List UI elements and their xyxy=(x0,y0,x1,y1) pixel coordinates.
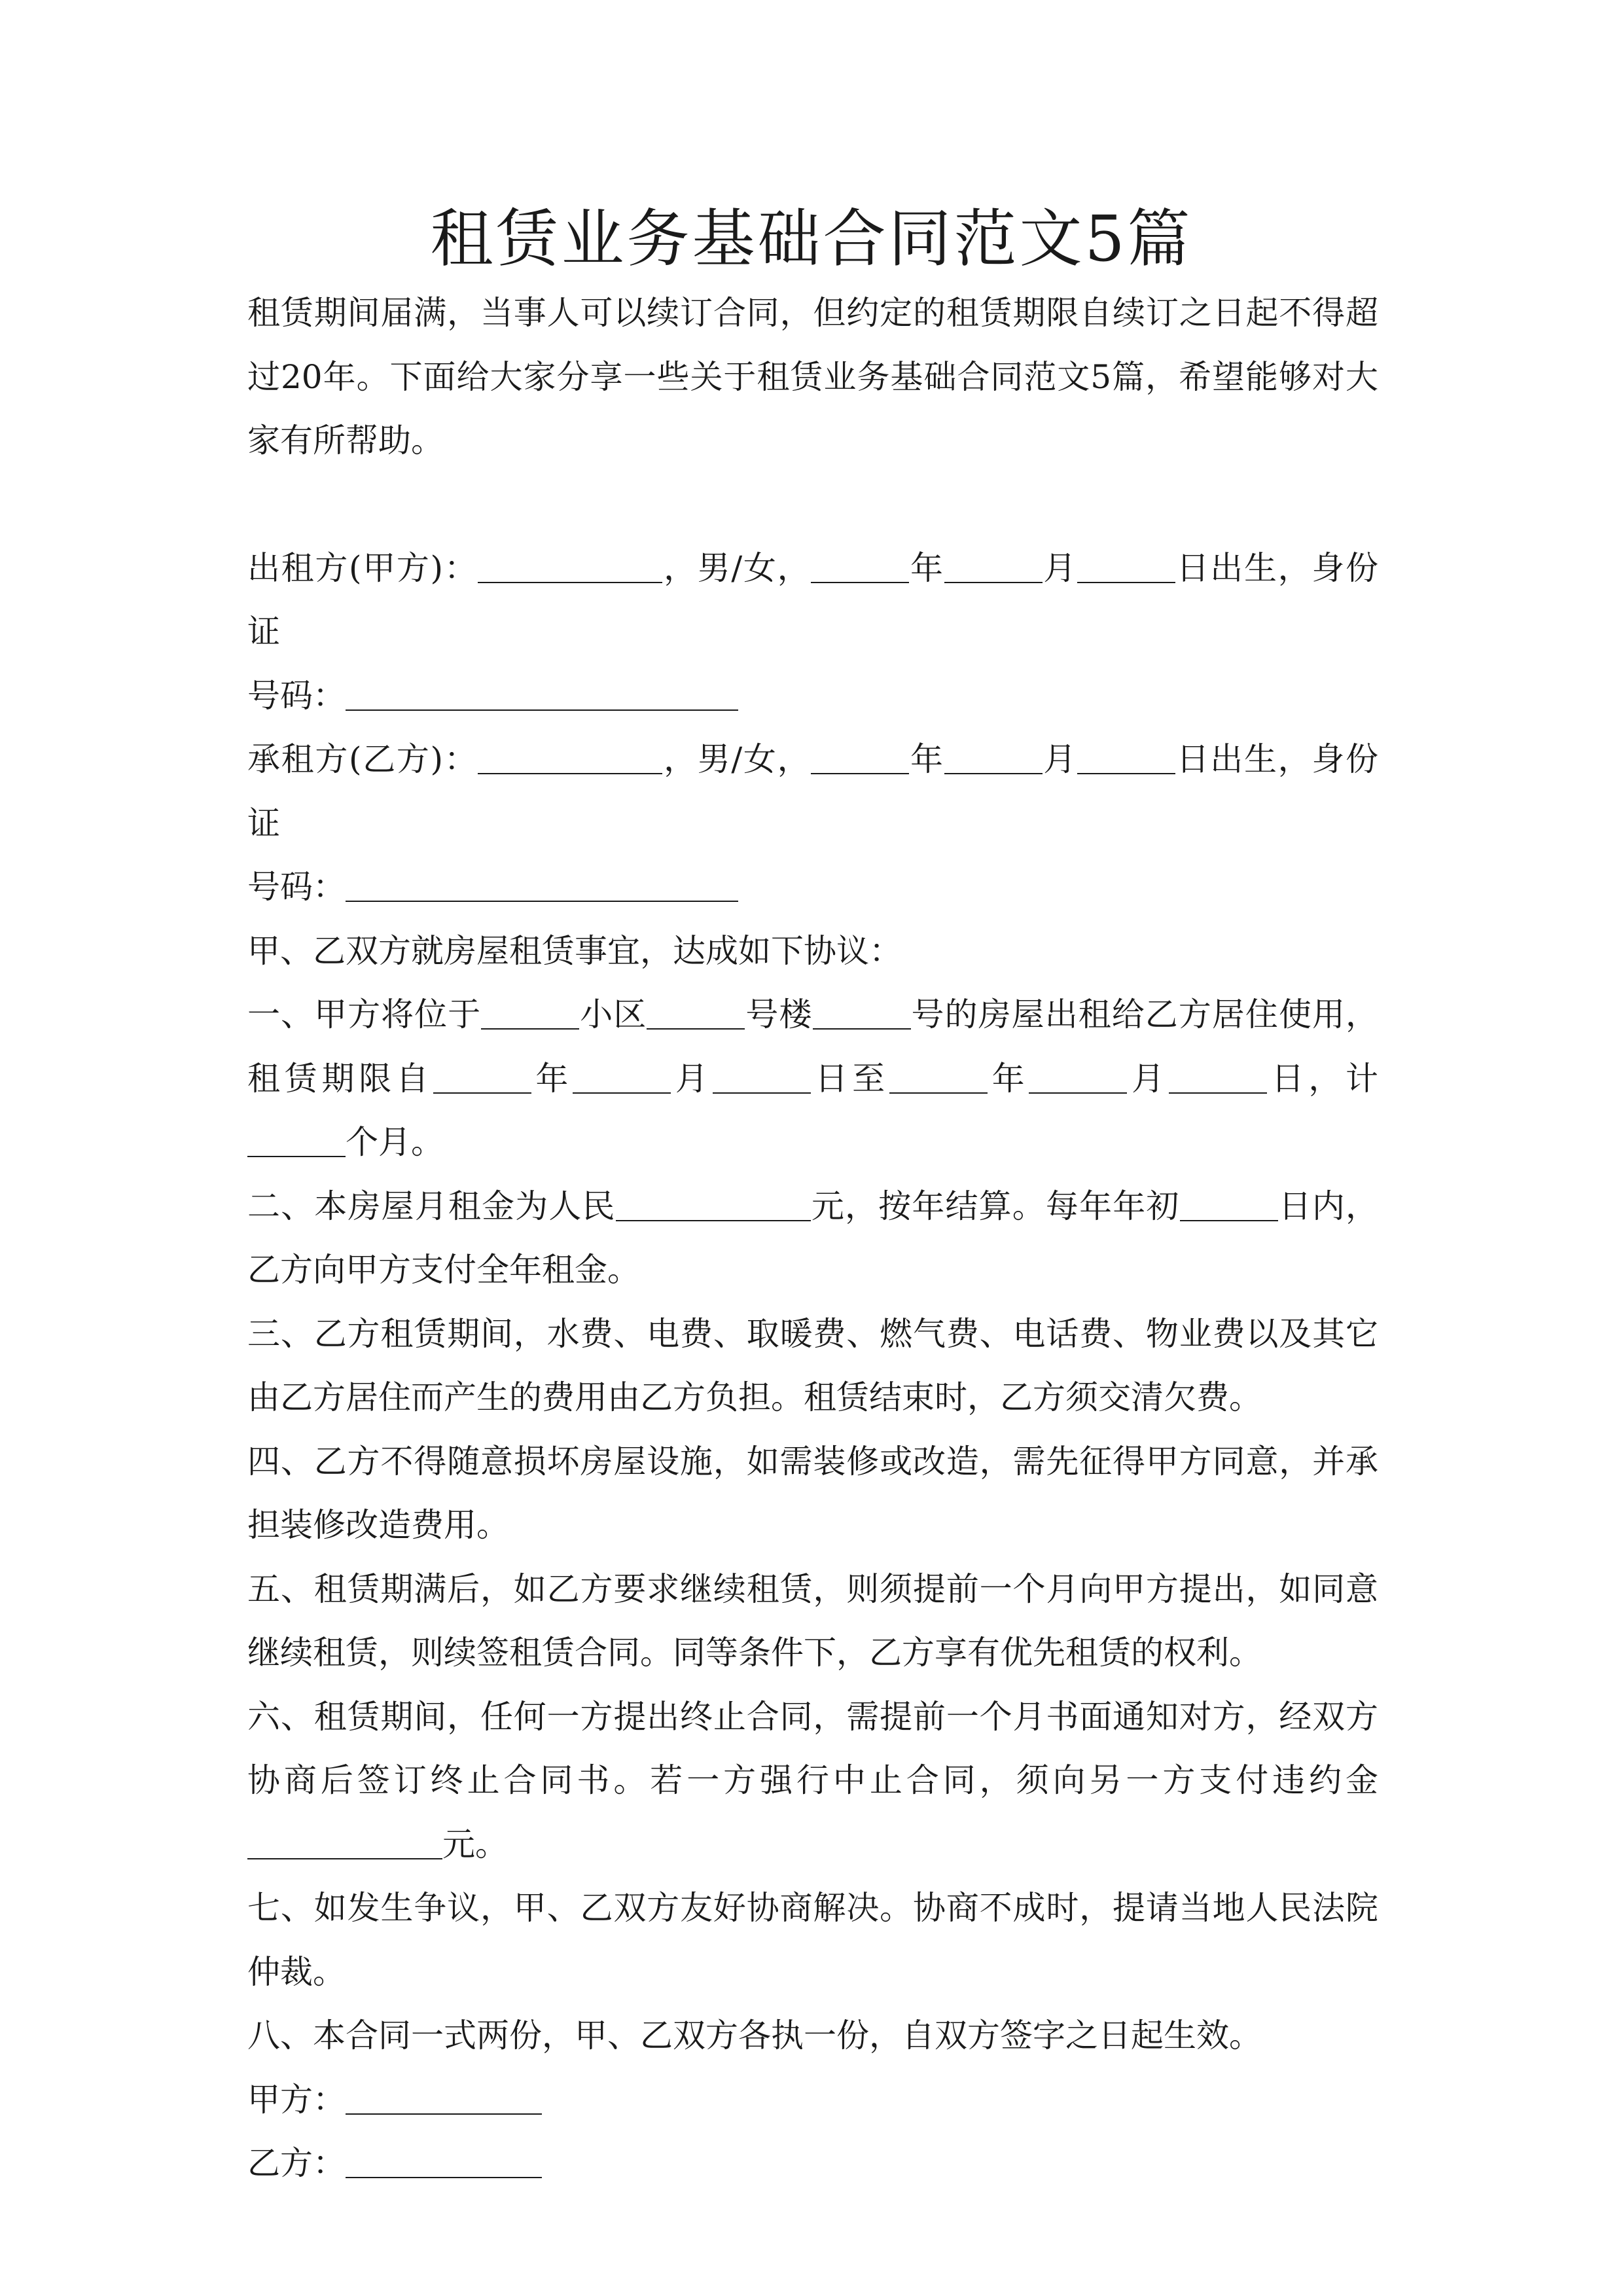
signature-lessor-blank[interactable] xyxy=(346,2082,542,2115)
clause1-building-blank[interactable] xyxy=(647,997,745,1030)
clause-4: 四、乙方不得随意损坏房屋设施，如需装修或改造，需先征得甲方同意，并承担装修改造费用。 xyxy=(247,1442,1378,1544)
clause6-penalty-blank[interactable] xyxy=(247,1827,442,1859)
lessee-birth-year-blank[interactable] xyxy=(811,742,909,774)
lessee-birth-day-blank[interactable] xyxy=(1077,742,1175,774)
clause1-start-day-blank[interactable] xyxy=(713,1061,811,1094)
agreement-intro: 甲、乙双方就房屋租赁事宜，达成如下协议： xyxy=(247,931,902,970)
clause1-end-day-blank[interactable] xyxy=(1169,1061,1267,1094)
lessee-id-blank[interactable] xyxy=(346,869,738,902)
intro-paragraph: 租赁期间届满，当事人可以续订合同，但约定的租赁期限自续订之日起不得超过20年。下面给大家分享一些关于租赁业务基础合同范文5篇，希望能够对大家有所帮助。 xyxy=(247,294,1378,459)
clause1-start-year-blank[interactable] xyxy=(433,1061,531,1094)
clause1-start-month-blank[interactable] xyxy=(573,1061,671,1094)
lessee-line: 承租方(乙方)： ，男/女， 年 月 日出生，身份证 号码： xyxy=(247,740,1378,906)
lessor-birth-month-blank[interactable] xyxy=(944,550,1043,583)
clause-1: 一、甲方将位于 小区 号楼 号的房屋出租给乙方居住使用，租赁期限自 年 月 日至 年 月 日，计个月。 xyxy=(247,996,1379,1161)
signature-lessor: 甲方： xyxy=(247,2068,1378,2132)
clause1-months-blank[interactable] xyxy=(247,1124,346,1157)
clause-6: 六、租赁期间，任何一方提出终止合同，需提前一个月书面通知对方，经双方协商后签订终止合同书。若一方强行中止合同，须向另一方支付违约金元。 xyxy=(247,1697,1378,1863)
lessor-birth-day-blank[interactable] xyxy=(1077,550,1175,583)
clause-2: 二、本房屋月租金为人民 元，按年结算。每年年初 日内，乙方向甲方支付全年租金。 xyxy=(247,1187,1379,1289)
clause-7: 七、如发生争议，甲、乙双方友好协商解决。协商不成时，提请当地人民法院仲裁。 xyxy=(247,1889,1378,1991)
clause-8: 八、本合同一式两份，甲、乙双方各执一份，自双方签字之日起生效。 xyxy=(247,2017,1262,2054)
clause1-unit-blank[interactable] xyxy=(813,997,911,1030)
signature-lessee-blank[interactable] xyxy=(346,2145,542,2178)
lessee-name-blank[interactable] xyxy=(478,742,662,774)
lessor-id-blank[interactable] xyxy=(346,678,738,711)
lessor-line: 出租方(甲方)： ，男/女， 年 月 日出生，身份证 号码： xyxy=(247,548,1378,715)
document-title: 租赁业务基础合同范文5篇 xyxy=(430,202,1193,276)
clause-5: 五、租赁期满后，如乙方要求继续租赁，则须提前一个月向甲方提出，如同意继续租赁，则续签租赁合同。同等条件下，乙方享有优先租赁的权利。 xyxy=(247,1570,1378,1672)
clause-3: 三、乙方租赁期间，水费、电费、取暖费、燃气费、电话费、物业费以及其它由乙方居住而产生的费用由乙方负担。租赁结束时，乙方须交清欠费。 xyxy=(247,1314,1378,1416)
clause1-end-year-blank[interactable] xyxy=(889,1061,988,1094)
clause1-end-month-blank[interactable] xyxy=(1029,1061,1127,1094)
clause2-rent-blank[interactable] xyxy=(616,1189,811,1221)
lessor-birth-year-blank[interactable] xyxy=(811,550,909,583)
signature-lessee: 乙方： xyxy=(247,2132,1378,2196)
lessor-name-blank[interactable] xyxy=(478,550,662,583)
clause1-community-blank[interactable] xyxy=(481,997,579,1030)
document-body xyxy=(247,281,1378,2196)
spacer xyxy=(247,473,1378,537)
clause2-days-blank[interactable] xyxy=(1180,1189,1278,1221)
lessee-birth-month-blank[interactable] xyxy=(944,742,1043,774)
